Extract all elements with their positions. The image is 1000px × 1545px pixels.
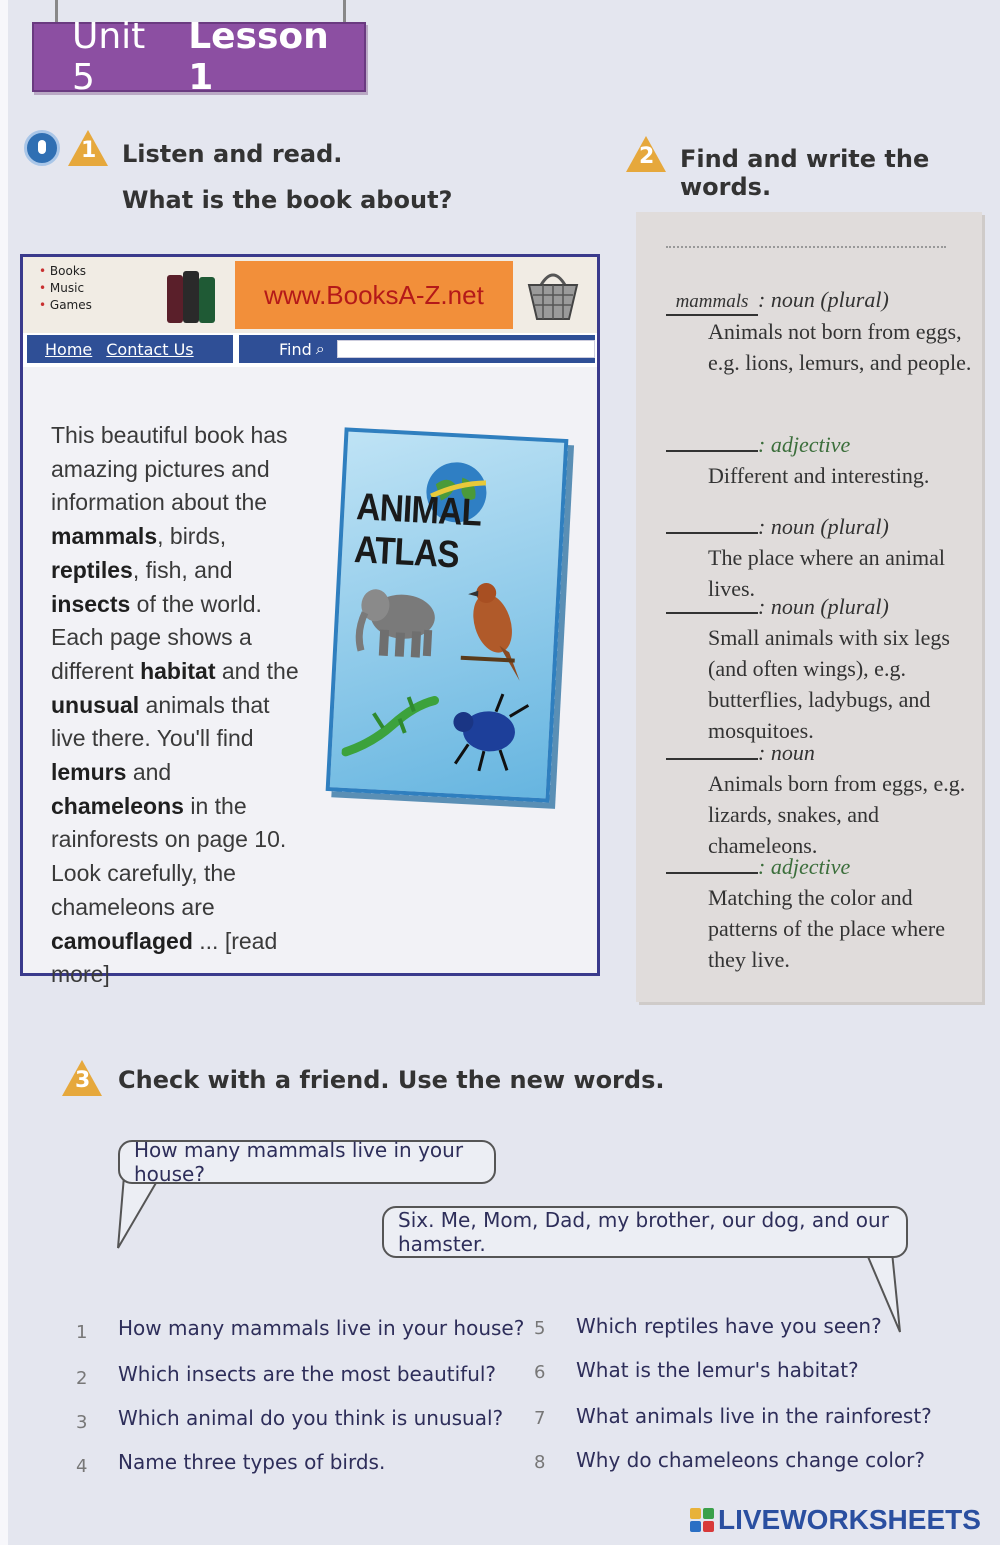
answer-blank-1[interactable]: mammals: [666, 292, 758, 316]
bird-icon: [453, 574, 539, 688]
answer-blank-5[interactable]: [666, 736, 758, 760]
page-edge: [0, 0, 8, 1545]
website-header: [23, 257, 597, 333]
section-3-heading: Check with a friend. Use the new words.: [118, 1066, 665, 1094]
website-nav: [23, 333, 597, 367]
question-2: Which insects are the most beautiful?: [118, 1362, 497, 1386]
nav-home-link[interactable]: Home: [45, 339, 93, 359]
question-number-3: 3: [76, 1412, 88, 1433]
books-icon: [163, 265, 225, 327]
menu-item-books[interactable]: • Books: [39, 263, 92, 280]
liveworksheets-logo-icon: [690, 1508, 714, 1532]
question-4: Name three types of birds.: [118, 1450, 386, 1474]
definition-1-pos: : noun (plural): [758, 287, 889, 312]
find-input[interactable]: [337, 340, 595, 358]
section-1-question: What is the book about?: [122, 186, 453, 214]
question-8: Why do chameleons change color?: [576, 1448, 926, 1472]
card-divider: [666, 246, 946, 248]
book-title: ANIMAL ATLAS: [353, 486, 482, 577]
question-5: Which reptiles have you seen?: [576, 1314, 882, 1338]
question-number-8: 8: [534, 1452, 546, 1473]
audio-icon[interactable]: [24, 130, 60, 166]
definition-2-pos: : adjective: [758, 432, 851, 457]
question-6: What is the lemur's habitat?: [576, 1358, 859, 1382]
definition-4-pos: : noun (plural): [758, 594, 889, 619]
lizard-icon: [341, 682, 445, 767]
animal-atlas-book: [326, 427, 569, 802]
book-description: This beautiful book has amazing pictures and information about the mammals, birds, reptiles, fish, and insects of the world. Each page shows a different habitat and the unusual animals that live there. You'll find lemurs and chameleons in the rainforests on page 10. Look carefully, the chameleons are camouflaged ... [read more]: [51, 422, 299, 988]
question-number-4: 4: [76, 1456, 88, 1477]
shopping-basket-icon[interactable]: [523, 263, 583, 325]
unit-label: Unit 5: [72, 16, 146, 98]
definition-1: [666, 284, 976, 378]
question-7: What animals live in the rainforest?: [576, 1404, 932, 1428]
definition-5-text: Animals born from eggs, e.g. lizards, snakes, and chameleons.: [708, 771, 966, 858]
definition-6: [666, 850, 976, 975]
section-2-heading: Find and write the words.: [680, 145, 930, 201]
definition-6-pos: : adjective: [758, 854, 851, 879]
definition-3-text: The place where an animal lives.: [708, 545, 945, 601]
definition-1-text: Animals not born from eggs, e.g. lions, lemurs, and people.: [708, 319, 972, 375]
section-3-number-icon: [62, 1060, 102, 1096]
definition-6-text: Matching the color and patterns of the place where they live.: [708, 885, 945, 972]
speech-bubble-answer: Six. Me, Mom, Dad, my brother, our dog, and our hamster.: [382, 1206, 908, 1258]
answer-blank-6[interactable]: [666, 850, 758, 874]
menu-item-music[interactable]: • Music: [39, 280, 92, 297]
speech-tail-left: [110, 1176, 170, 1252]
lesson-label: Lesson 1: [188, 16, 329, 98]
section-1-number: 1: [81, 138, 97, 163]
definitions-card: [636, 212, 982, 1002]
website-url[interactable]: www.BooksA-Z.net: [235, 261, 513, 329]
speech-bubble-question: How many mammals live in your house?: [118, 1140, 496, 1184]
answer-blank-2[interactable]: [666, 428, 758, 452]
section-2-number: 2: [639, 144, 655, 169]
definition-5: [666, 736, 976, 861]
section-1-heading: Listen and read.: [122, 140, 343, 168]
beetle-icon: [437, 683, 538, 778]
section-1-number-icon: [68, 130, 108, 166]
definition-2-text: Different and interesting.: [708, 463, 930, 488]
menu-item-games[interactable]: • Games: [39, 297, 92, 314]
question-1: How many mammals live in your house?: [118, 1316, 525, 1340]
nav-links: [27, 335, 233, 363]
search-icon[interactable]: ⌕: [315, 339, 325, 358]
question-3: Which animal do you think is unusual?: [118, 1406, 504, 1430]
question-number-6: 6: [534, 1362, 546, 1383]
question-number-2: 2: [76, 1368, 88, 1389]
find-bar: [239, 335, 595, 363]
question-number-5: 5: [534, 1318, 546, 1339]
question-number-1: 1: [76, 1322, 88, 1343]
answer-blank-3[interactable]: [666, 510, 758, 534]
nav-contact-link[interactable]: Contact Us: [106, 339, 194, 359]
liveworksheets-watermark[interactable]: LIVEWORKSHEETS: [718, 1504, 981, 1535]
find-label: Find: [279, 339, 312, 359]
website-menu: [39, 263, 92, 314]
definition-3-pos: : noun (plural): [758, 514, 889, 539]
question-number-7: 7: [534, 1408, 546, 1429]
elephant-icon: [350, 572, 445, 667]
answer-blank-4[interactable]: [666, 590, 758, 614]
definition-4-text: Small animals with six legs (and often wings), e.g. butterflies, ladybugs, and mosquitoes.: [708, 625, 950, 743]
definition-4: [666, 590, 976, 746]
section-2-number-icon: [626, 136, 666, 172]
section-3-number: 3: [75, 1068, 91, 1093]
website-mockup: [20, 254, 600, 988]
unit-banner: [32, 16, 366, 98]
definition-2: [666, 428, 976, 491]
definition-5-pos: : noun: [758, 740, 815, 765]
